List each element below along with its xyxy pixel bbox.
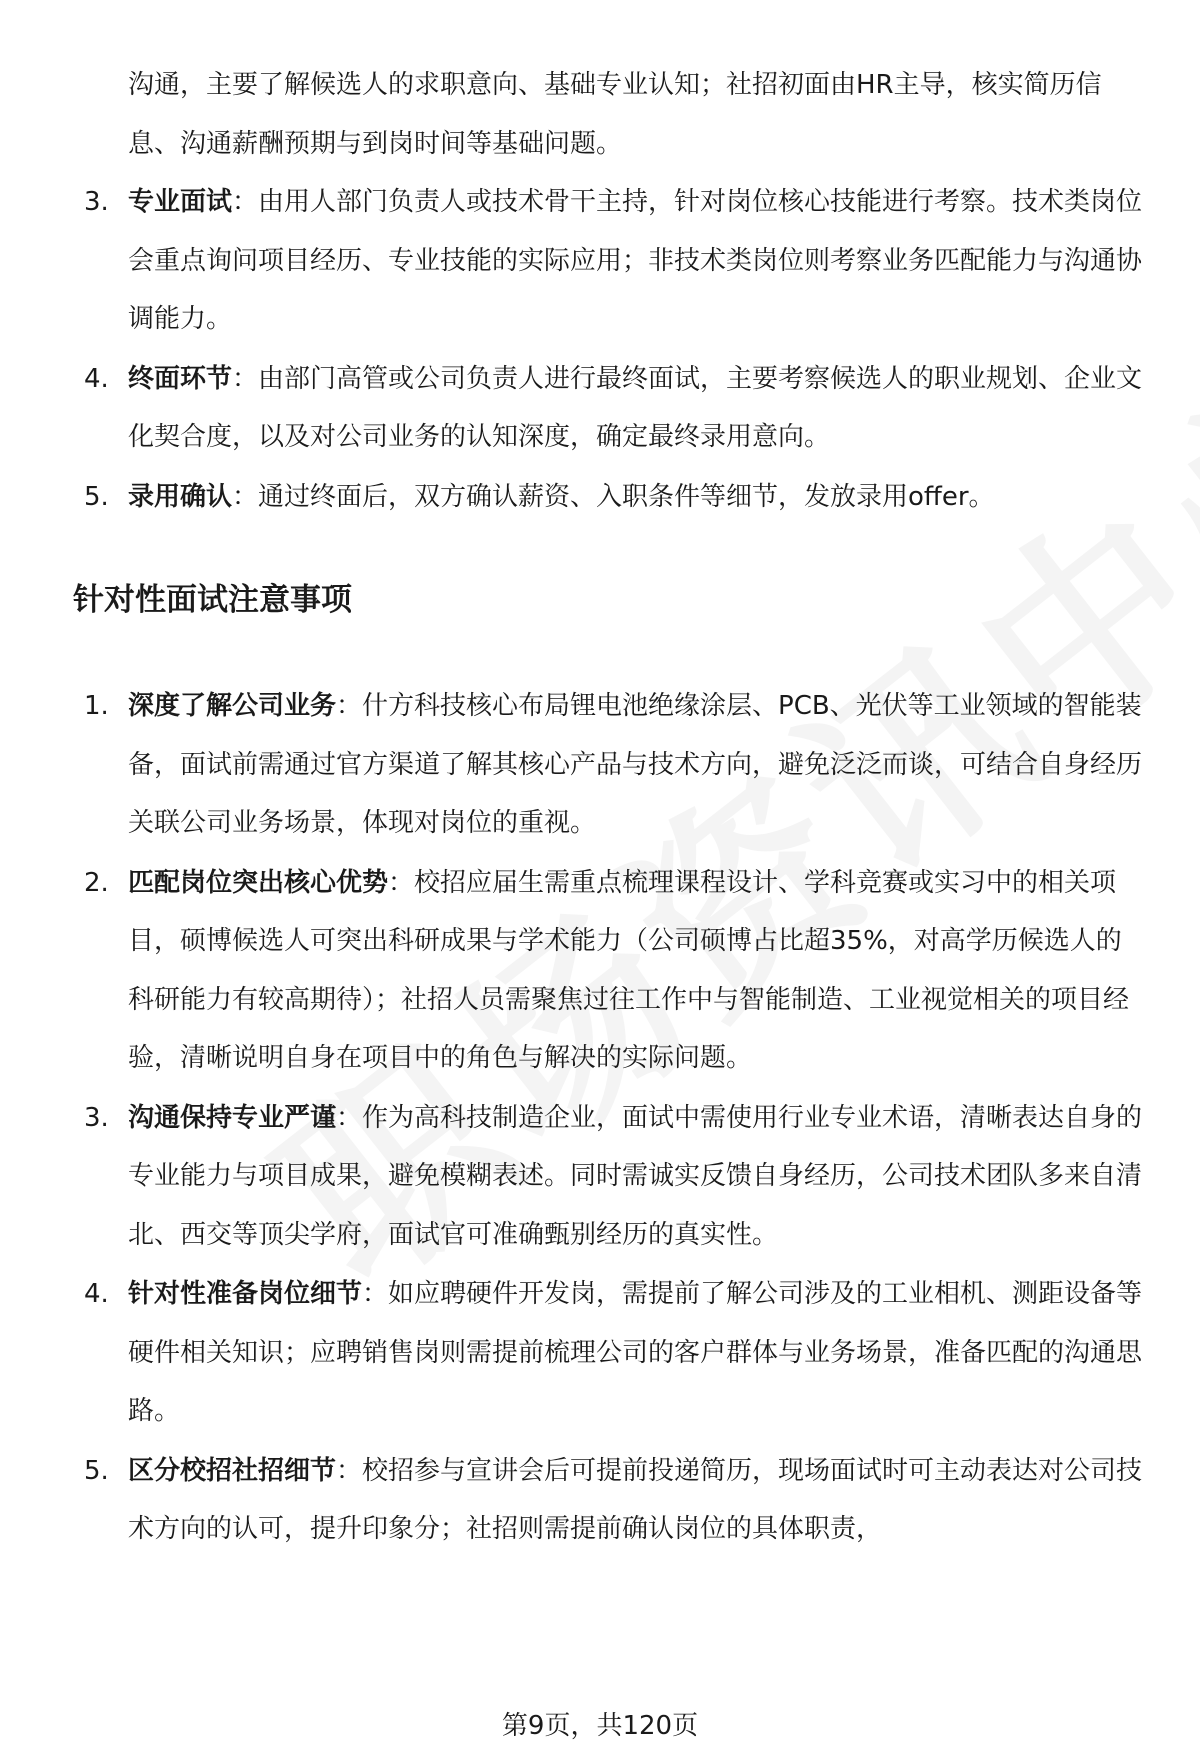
item-number: 2. bbox=[84, 867, 109, 898]
list-item bbox=[0, 468, 1143, 527]
list-item bbox=[0, 854, 1143, 1088]
list-item bbox=[0, 1442, 1143, 1559]
item-text: ：由部门高管或公司负责人进行最终面试，主要考察候选人的职业规划、企业文化契合度，以及对公司业务的认知深度，确定最终录用意向。 bbox=[128, 363, 1143, 452]
list-item bbox=[0, 1089, 1143, 1265]
list-item bbox=[0, 1265, 1143, 1441]
item-number: 5. bbox=[84, 1455, 109, 1486]
item-term: 专业面试 bbox=[128, 187, 233, 217]
page-number: 第9页，共120页 bbox=[501, 1711, 699, 1741]
item-text: ：什方科技核心布局锂电池绝缘涂层、PCB、光伏等工业领域的智能装备，面试前需通过官方渠道了解其核心产品与技术方向，避免泛泛而谈，可结合自身经历关联公司业务场景，体现对岗位的重视。 bbox=[128, 691, 1143, 838]
list-item bbox=[0, 677, 1143, 853]
tips-list bbox=[0, 677, 1200, 1560]
list-item bbox=[0, 173, 1143, 349]
item-number: 3. bbox=[84, 187, 109, 217]
item-text: ：如应聘硬件开发岗，需提前了解公司涉及的工业相机、测距设备等硬件相关知识；应聘销售岗则需提前梳理公司的客户群体与业务场景，准备匹配的沟通思路。 bbox=[128, 1279, 1143, 1426]
item-number: 4. bbox=[84, 363, 109, 394]
item-number: 4. bbox=[84, 1279, 109, 1309]
item-term: 区分校招社招细节 bbox=[128, 1455, 337, 1486]
item-term: 深度了解公司业务 bbox=[128, 691, 337, 721]
item-term: 针对性准备岗位细节 bbox=[128, 1279, 363, 1309]
item-term: 终面环节 bbox=[128, 363, 233, 394]
item-text: ：由用人部门负责人或技术骨干主持，针对岗位核心技能进行考察。技术类岗位会重点询问项目经历、专业技能的实际应用；非技术类岗位则考察业务匹配能力与沟通协调能力。 bbox=[128, 187, 1143, 334]
item-number: 3. bbox=[84, 1102, 109, 1133]
item-term: 匹配岗位突出核心优势 bbox=[128, 867, 389, 898]
item-term: 录用确认 bbox=[128, 481, 233, 512]
item-text: ：通过终面后，双方确认薪资、入职条件等细节，发放录用offer。 bbox=[232, 481, 995, 512]
list-item bbox=[0, 350, 1143, 467]
item-text: ：校招参与宣讲会后可提前投递简历，现场面试时可主动表达对公司技术方向的认可，提升印象分；社招则需提前确认岗位的具体职责， bbox=[128, 1455, 1143, 1544]
item-text: ：作为高科技制造企业，面试中需使用行业专业术语，清晰表达自身的专业能力与项目成果，避免模糊表述。同时需诚实反馈自身经历，公司技术团队多来自清北、西交等顶尖学府，面试官可准确甄别经历的真实性。 bbox=[128, 1102, 1143, 1250]
item-term: 沟通保持专业严谨 bbox=[128, 1102, 337, 1133]
section-title: 针对性面试注意事项 bbox=[73, 582, 352, 618]
item-number: 5. bbox=[84, 481, 109, 512]
intro-paragraph: 沟通，主要了解候选人的求职意向、基础专业认知；社招初面由HR主导，核实简历信息、沟通薪酬预期与到岗时间等基础问题。 bbox=[128, 70, 1102, 159]
item-number: 1. bbox=[84, 691, 109, 721]
process-list bbox=[0, 173, 1200, 527]
item-text: ：校招应届生需重点梳理课程设计、学科竞赛或实习中的相关项目，硕博候选人可突出科研成果与学术能力（公司硕博占比超35%，对高学历候选人的科研能力有较高期待）；社招人员需聚焦过往工作中与智能制造、工业视觉相关的项目经验，清晰说明自身在项目中的角色与解决的实际问题。 bbox=[128, 867, 1130, 1073]
